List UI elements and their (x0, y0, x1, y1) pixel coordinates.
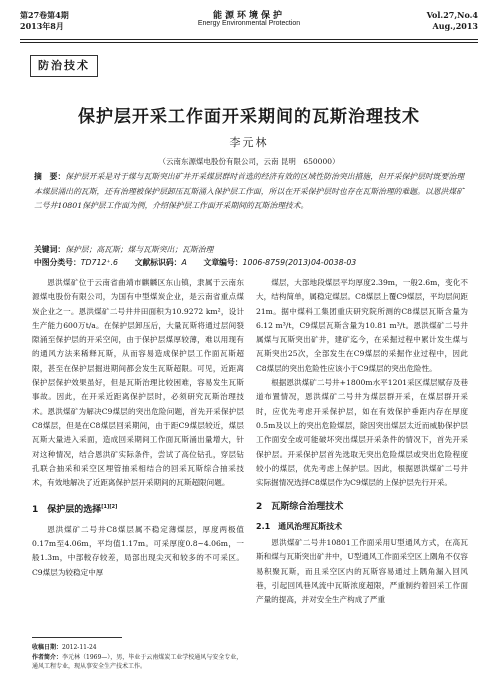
keywords-text: 保护层；高瓦斯；煤与瓦斯突出；瓦斯治理 (65, 245, 214, 254)
journal-name-en: Energy Environmental Protection (197, 20, 301, 27)
received-date: 2012-11-24 (62, 644, 97, 651)
header-rule-thick (20, 39, 478, 40)
article-number-label: 文章编号： (203, 258, 243, 267)
abstract (34, 170, 464, 214)
section-2-1-paragraph: 恩洪煤矿二号井10801工作面采用U型通风方式，在高瓦斯和煤与瓦斯突出矿井中，U型通风工作面采空区上隅角不仅容易积聚瓦斯，而且采空区内的瓦斯容易通过上隅角漏入回风巷，引起回风巷风流中瓦斯浓度超限，严重制约着回采工作面产量的提高，并对安全生产构成了严重 (256, 538, 468, 605)
issue-cn: 第27卷第4期 (20, 10, 69, 20)
right-column (256, 276, 468, 608)
section-2-heading: 2 瓦斯综合治理技术 (256, 502, 344, 513)
article-title: 保护层开采工作面开采期间的瓦斯治理技术 (78, 107, 420, 127)
author-bio: 李元林（1969—），男，毕业于云南煤炭工业学校通风与安全专业，通风工程专业，现从事安全生产技术工作。 (32, 653, 243, 670)
keywords (34, 244, 464, 256)
keywords-label: 关键词： (34, 245, 66, 254)
date-en: Aug.,2013 (432, 21, 478, 31)
journal-name-cn: 能源环境保护 (212, 11, 285, 21)
footnote (32, 643, 244, 672)
volume-en: Vol.27,No.4 (426, 10, 478, 20)
abstract-text: 保护层开采是对于煤与瓦斯突出矿井开采煤层群时首选的经济有效的区域性防治突出措施，但开采保护层时既要治理本煤层涌出的瓦斯，还有治理被保护层卸压瓦斯涌入保护层工作面，所以在开采保护层时也存在瓦斯治理的难题。以恩洪煤矿二号井10801保护层工作面为例，介绍保护层工作面开采期间的瓦斯治理技术。 (34, 172, 465, 211)
doc-code-label: 文献标识码： (134, 258, 182, 267)
section-tag: 防治技术 (30, 55, 98, 77)
clc-label: 中图分类号： (34, 258, 81, 267)
selection-paragraph: 根据恩洪煤矿二号井+1800m水平1201采区煤层赋存及巷道布置情况，恩洪煤矿二号井为煤层群开采，在煤层群开采时，应优先考虑开采保护层，如在有效保护垂距内存在厚度0.5m及以上的突出危险煤层，除因突出煤层太近而威胁保护层工作面安全或可能破坏突出煤层开采条件的情况下，首先开采保护层。开采保护层首先选取无突出危险煤层或突出危险程度较小的煤层，优先考虑上保护层。因此，根据恩洪煤矿二号井实际掘情况选择C8煤层作为C9煤层的上保护层先行开采。 (256, 378, 468, 488)
section-1-heading: 1 保护层的选择[1][2] (32, 504, 118, 516)
classification-line (34, 257, 464, 268)
section-2-1-heading: 2.1 通风治理瓦斯技术 (256, 521, 343, 531)
running-header (20, 8, 478, 40)
header-rule-thin (20, 42, 478, 43)
author-affiliation: （云南东源煤电股份有限公司，云南 昆明 650000） (158, 157, 340, 166)
abstract-label: 摘 要： (34, 172, 66, 181)
article-author: 李元林 (229, 136, 269, 149)
received-label: 收稿日期： (32, 644, 63, 651)
section-1-paragraph: 恩洪煤矿二号井C8煤层属不稳定薄煤层，厚度两极值0.17m至4.06m，平均值1.17m。可采厚度0.8~4.06m，一般1.3m，中部較存较差，局部出现尖灭和较多的不可采区。C9煤层为较稳定中厚 (32, 524, 244, 577)
author-bio-label: 作者简介： (32, 653, 63, 661)
clc-code: TD712⁺.6 (80, 258, 118, 267)
section-1-citation: [1][2] (101, 504, 118, 511)
footnote-rule (32, 637, 122, 638)
date-cn: 2013年8月 (20, 21, 64, 31)
doc-code: A (181, 258, 187, 267)
coal-seam-paragraph: 煤层，大部地段煤层平均厚度2.39m，一般2.6m，变化不大，结构简单，属稳定煤层。C8煤层上覆C9煤层，平均层间距21m。据中煤科工集团重庆研究院所测的C8煤层瓦斯含量为6.12 m³/t，C9煤层瓦斯含量为10.81 m³/t。恩洪煤矿二号井属煤与瓦斯突出矿井，建矿迄今，在采掘过程中累计发生煤与瓦斯突出25次，全部发生在C9煤层的采掘作业过程中，因此C8煤层的突出危险性应该小于C9煤层的突出危险性。 (256, 278, 468, 373)
intro-paragraph: 恩洪煤矿位于云南省曲靖市麒麟区东山镇，隶属于云南东源煤电股份有限公司，为国有中型煤炭企业，是云南省重点煤炭企业之一。恩洪煤矿二号井井田面积为10.9272 km²，设计生产能力600万t/a。在保护层卸压后，大量瓦斯将通过层间裂隙涌至保护层的开采空间，由于保护层煤厚较薄，难以用现有的通风方法来稀释瓦斯，从而容易造成保护层工作面瓦斯超限，甚至在保护层掘进期间都会发生瓦斯超限。可见，近距离保护层保护效果虽好，但是瓦斯治理比较困难，容易发生瓦斯事故。因此，在开采近距离保护层时，必须研究瓦斯治理技术。恩洪煤矿为解决C9煤层的突出危险问题，首先开采保护层C8煤层，但是在C8煤层回采期间，由于距C9煤层较近，煤层瓦斯大量进入采面，造成回采期间工作面瓦斯涌出量增大，针对这种情况，结合恩洪矿实际条件，尝试了高位钻孔，穿层钻孔联合抽采和采空区埋管抽采相结合的回采瓦斯综合抽采技术，有效地解决了近距离保护层开采期间的瓦斯超限问题。 (32, 278, 244, 488)
left-column (32, 276, 244, 580)
header-right (427, 10, 478, 32)
article-number: 1006-8759(2013)04-0038-03 (242, 258, 357, 267)
